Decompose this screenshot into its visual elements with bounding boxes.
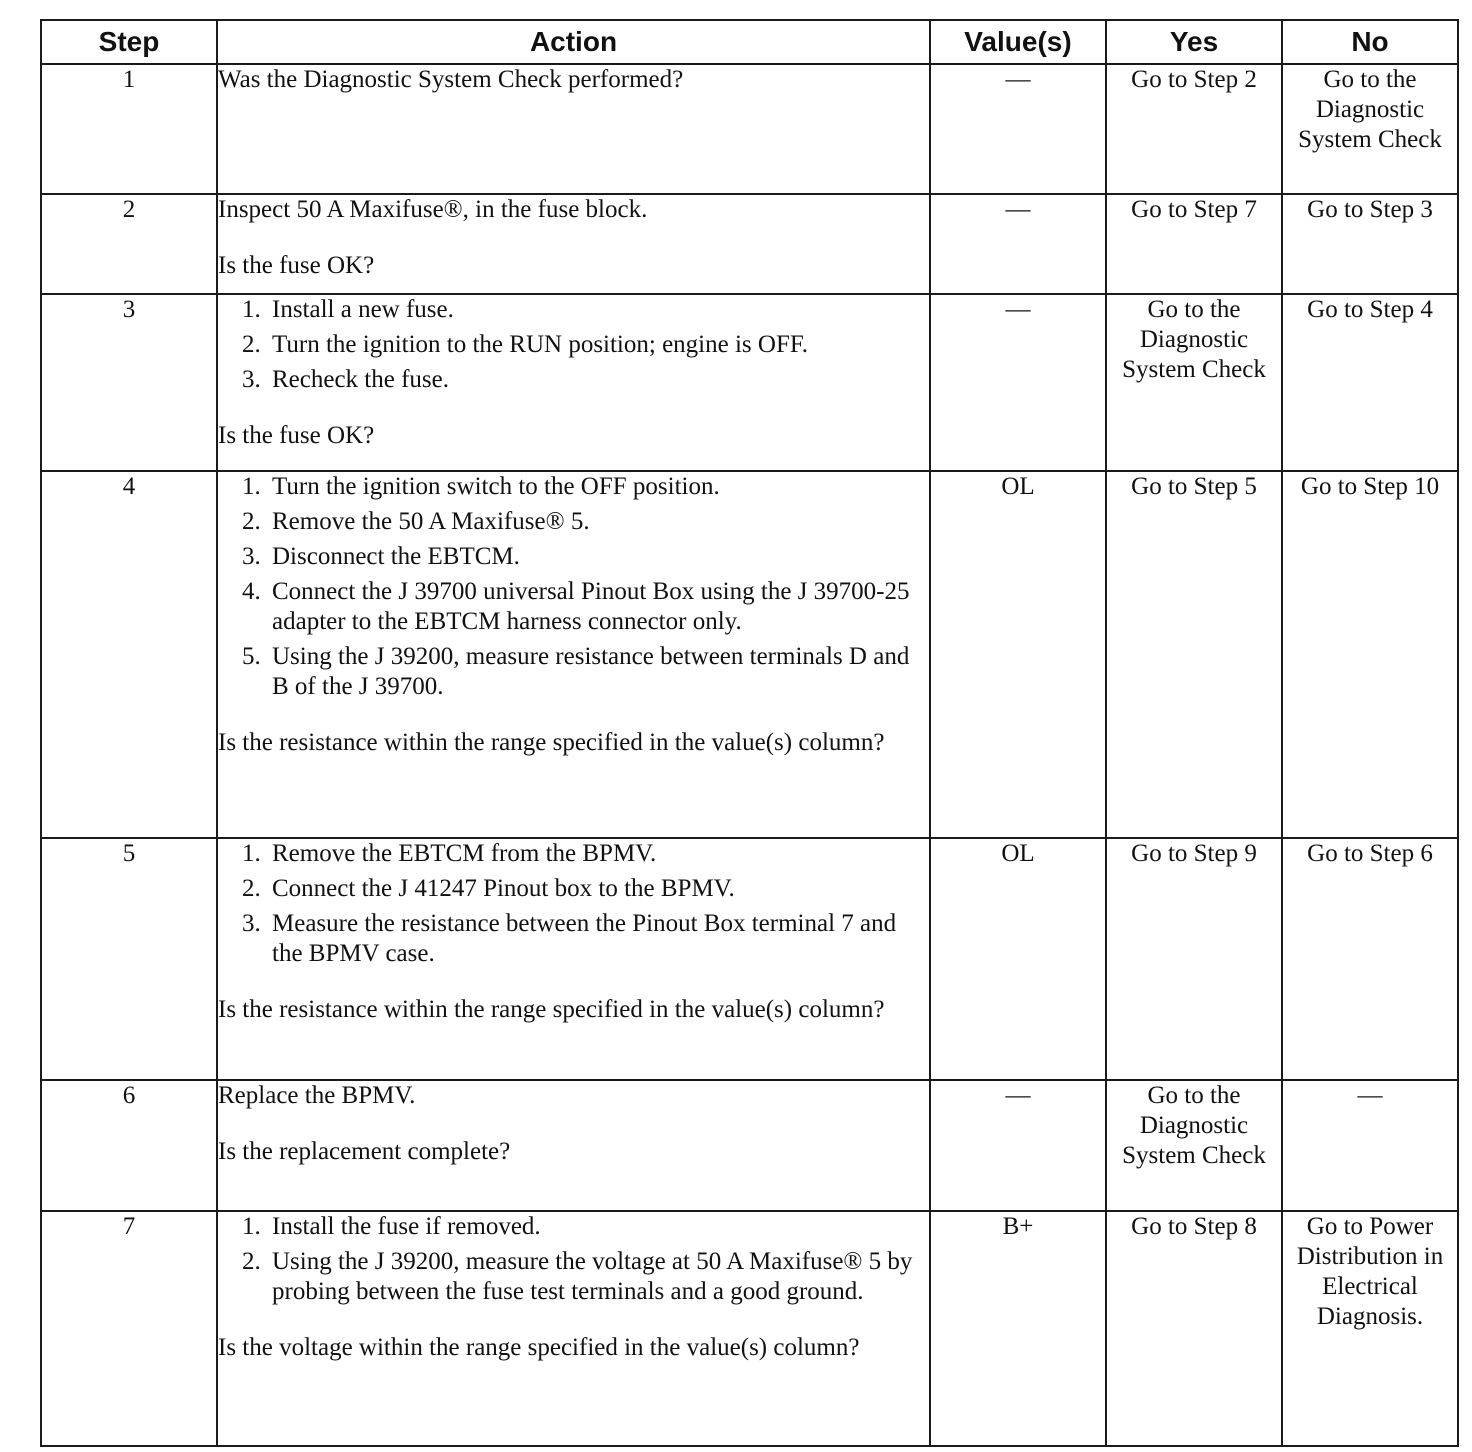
- table-row: [41, 1211, 1458, 1446]
- action-step-number: 2.: [242, 1248, 261, 1275]
- no-cell: —: [1282, 1080, 1458, 1211]
- header-yes: Yes: [1106, 20, 1282, 64]
- action-step-item: [242, 295, 929, 325]
- action-step-number: 3.: [242, 366, 261, 393]
- table-row: [41, 1080, 1458, 1211]
- action-step-number: 2.: [242, 875, 261, 902]
- step-number: 1: [41, 64, 217, 194]
- action-step-text: Install a new fuse.: [272, 296, 454, 323]
- action-step-number: 4.: [242, 578, 261, 605]
- action-steps-list: [218, 839, 929, 969]
- action-steps-list: [218, 295, 929, 395]
- action-step-item: [242, 577, 929, 637]
- header-no: No: [1282, 20, 1458, 64]
- header-values: Value(s): [930, 20, 1106, 64]
- action-step-text: Remove the EBTCM from the BPMV.: [272, 840, 657, 867]
- step-number: 3: [41, 294, 217, 471]
- yes-cell: Go to Step 5: [1106, 471, 1282, 838]
- action-steps-list: [218, 1212, 929, 1307]
- table-row: [41, 64, 1458, 194]
- no-cell: Go to Power Distribution in Electrical Diagnosis.: [1282, 1211, 1458, 1446]
- action-step-item: [242, 472, 929, 502]
- action-step-item: [242, 365, 929, 395]
- header-step: Step: [41, 20, 217, 64]
- action-step-number: 2.: [242, 508, 261, 535]
- no-cell: Go to Step 6: [1282, 838, 1458, 1080]
- action-step-item: [242, 909, 929, 969]
- action-step-text: Connect the J 39700 universal Pinout Box using the J 39700-25 adapter to the EBTCM harness connector only.: [272, 578, 910, 635]
- table-row: [41, 294, 1458, 471]
- yes-cell: Go to the Diagnostic System Check: [1106, 1080, 1282, 1211]
- step-number: 5: [41, 838, 217, 1080]
- yes-cell: Go to the Diagnostic System Check: [1106, 294, 1282, 471]
- value-cell: —: [930, 294, 1106, 471]
- action-cell: [217, 194, 930, 294]
- action-intro: Was the Diagnostic System Check performed?: [218, 66, 684, 93]
- action-question: Is the replacement complete?: [218, 1138, 511, 1165]
- action-step-text: Using the J 39200, measure the voltage at 50 A Maxifuse® 5 by probing between the fuse test terminals and a good ground.: [272, 1248, 913, 1305]
- action-cell: [217, 64, 930, 194]
- step-number: 2: [41, 194, 217, 294]
- yes-cell: Go to Step 8: [1106, 1211, 1282, 1446]
- value-cell: B+: [930, 1211, 1106, 1446]
- table-body: [41, 64, 1458, 1446]
- action-step-item: [242, 642, 929, 702]
- no-cell: Go to Step 4: [1282, 294, 1458, 471]
- action-intro: Replace the BPMV.: [218, 1082, 416, 1109]
- action-step-number: 5.: [242, 643, 261, 670]
- step-number: 6: [41, 1080, 217, 1211]
- action-step-text: Turn the ignition to the RUN position; engine is OFF.: [272, 331, 808, 358]
- action-step-item: [242, 839, 929, 869]
- no-cell: Go to Step 10: [1282, 471, 1458, 838]
- value-cell: —: [930, 194, 1106, 294]
- action-step-text: Measure the resistance between the Pinout Box terminal 7 and the BPMV case.: [272, 910, 897, 967]
- table-row: [41, 471, 1458, 838]
- action-step-number: 1.: [242, 296, 261, 323]
- action-step-item: [242, 507, 929, 537]
- action-step-number: 1.: [242, 473, 261, 500]
- action-step-text: Connect the J 41247 Pinout box to the BPMV.: [272, 875, 735, 902]
- action-steps-list: [218, 472, 929, 702]
- action-step-text: Install the fuse if removed.: [272, 1213, 541, 1240]
- step-number: 4: [41, 471, 217, 838]
- value-cell: OL: [930, 838, 1106, 1080]
- value-cell: —: [930, 64, 1106, 194]
- no-cell: Go to Step 3: [1282, 194, 1458, 294]
- action-cell: [217, 294, 930, 471]
- action-step-number: 3.: [242, 910, 261, 937]
- action-cell: [217, 471, 930, 838]
- value-cell: —: [930, 1080, 1106, 1211]
- diagnostic-table: [40, 19, 1459, 1447]
- action-question: Is the fuse OK?: [218, 422, 375, 449]
- action-step-text: Turn the ignition switch to the OFF position.: [272, 473, 720, 500]
- action-cell: [217, 1080, 930, 1211]
- action-step-item: [242, 1247, 929, 1307]
- action-step-item: [242, 542, 929, 572]
- action-step-text: Remove the 50 A Maxifuse® 5.: [272, 508, 590, 535]
- action-step-item: [242, 1212, 929, 1242]
- action-cell: [217, 838, 930, 1080]
- yes-cell: Go to Step 7: [1106, 194, 1282, 294]
- header-action: Action: [217, 20, 930, 64]
- yes-cell: Go to Step 2: [1106, 64, 1282, 194]
- value-cell: OL: [930, 471, 1106, 838]
- action-step-item: [242, 874, 929, 904]
- action-intro: Inspect 50 A Maxifuse®, in the fuse block.: [218, 196, 648, 223]
- action-question: Is the resistance within the range specified in the value(s) column?: [218, 996, 885, 1023]
- action-step-text: Disconnect the EBTCM.: [272, 543, 520, 570]
- action-question: Is the fuse OK?: [218, 252, 375, 279]
- step-number: 7: [41, 1211, 217, 1446]
- action-step-text: Using the J 39200, measure resistance between terminals D and B of the J 39700.: [272, 643, 910, 700]
- yes-cell: Go to Step 9: [1106, 838, 1282, 1080]
- action-step-text: Recheck the fuse.: [272, 366, 450, 393]
- action-step-number: 1.: [242, 840, 261, 867]
- action-cell: [217, 1211, 930, 1446]
- table-row: [41, 838, 1458, 1080]
- action-step-item: [242, 330, 929, 360]
- action-step-number: 3.: [242, 543, 261, 570]
- action-step-number: 2.: [242, 331, 261, 358]
- action-question: Is the voltage within the range specified in the value(s) column?: [218, 1334, 860, 1361]
- action-question: Is the resistance within the range specified in the value(s) column?: [218, 729, 885, 756]
- no-cell: Go to the Diagnostic System Check: [1282, 64, 1458, 194]
- table-header-row: [41, 20, 1458, 64]
- table-row: [41, 194, 1458, 294]
- action-step-number: 1.: [242, 1213, 261, 1240]
